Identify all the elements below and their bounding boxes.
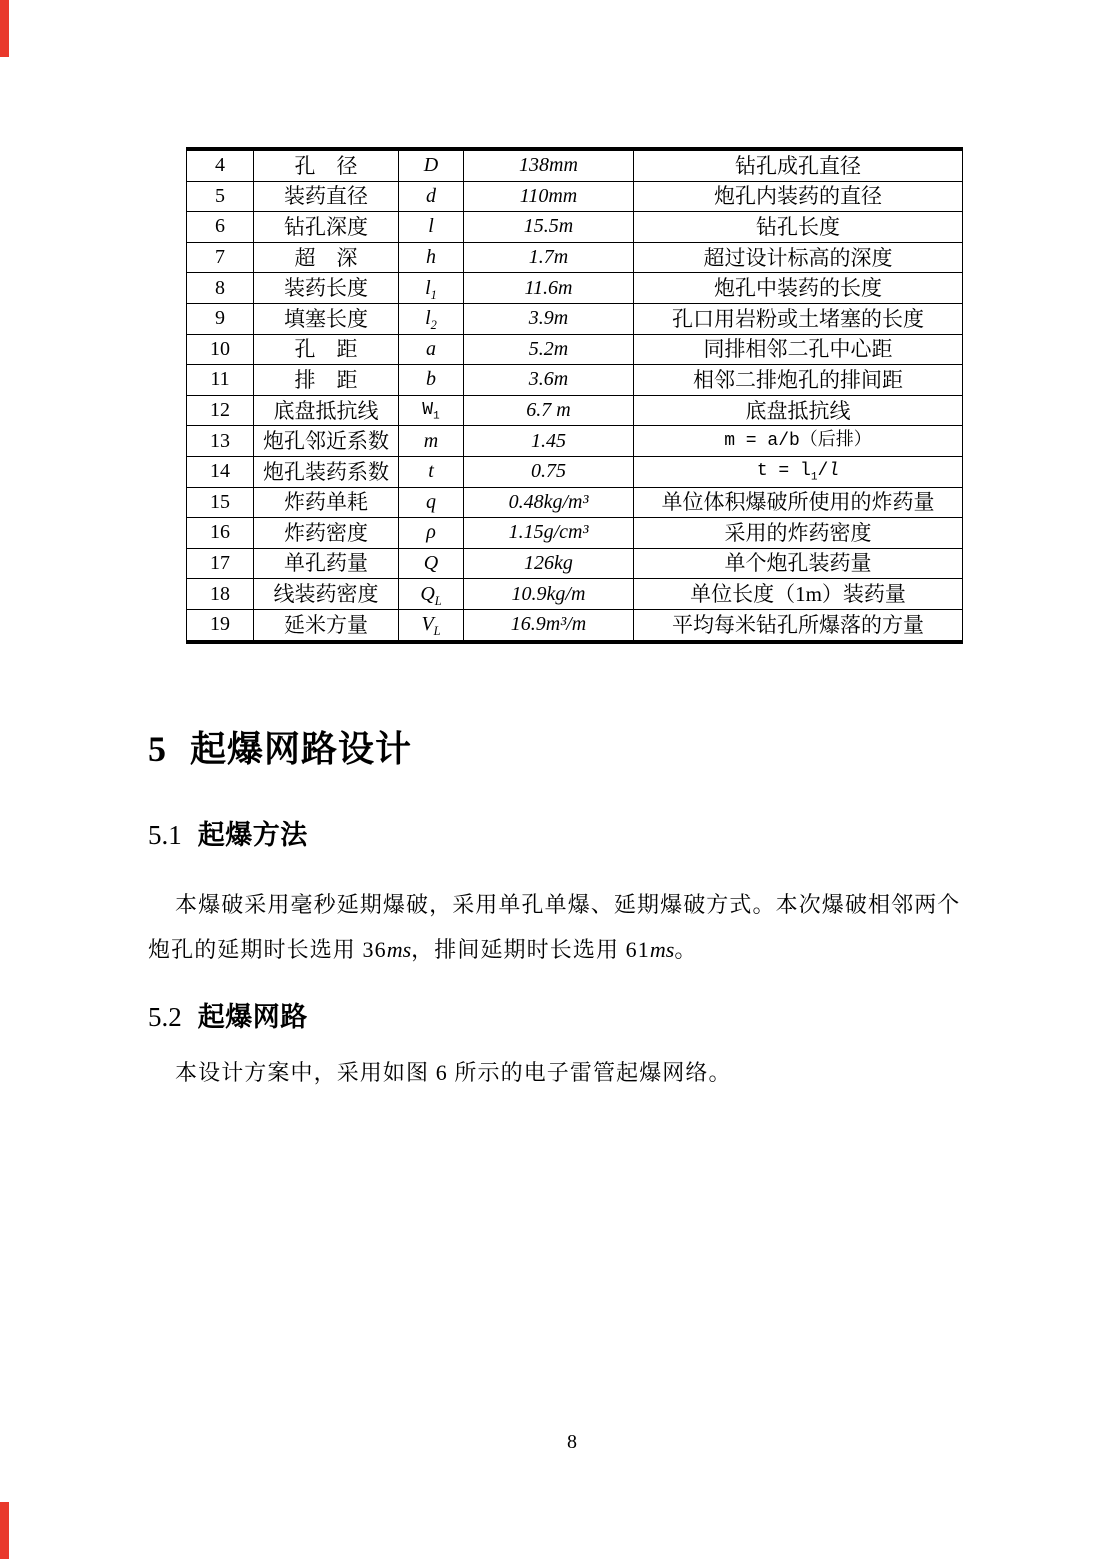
cell-param-name: 炮孔装药系数 (254, 456, 399, 487)
cell-param-description: m = a/b（后排） (634, 426, 963, 457)
cell-row-number: 19 (187, 609, 254, 641)
cell-param-description: 单位体积爆破所使用的炸药量 (634, 487, 963, 518)
cell-param-name: 线装药密度 (254, 579, 399, 610)
cell-param-symbol: $l_2$ (399, 303, 464, 334)
cell-param-description: 超过设计标高的深度 (634, 242, 963, 273)
cell-param-description: 炮孔内装药的直径 (634, 181, 963, 212)
subsection-5-1-number: 5.1 (148, 820, 182, 850)
cell-param-name: 炸药单耗 (254, 487, 399, 518)
cell-param-value: 0.48kg/m³ (464, 487, 634, 518)
cell-param-symbol: $l_1$ (399, 273, 464, 304)
cell-param-description: 炮孔中装药的长度 (634, 273, 963, 304)
cell-param-symbol: $V_L$ (399, 609, 464, 641)
cell-row-number: 9 (187, 303, 254, 334)
cell-param-name: 超 深 (254, 242, 399, 273)
cell-param-symbol: D (399, 149, 464, 181)
cell-param-value: 138mm (464, 149, 634, 181)
cell-param-symbol: l (399, 212, 464, 243)
cell-param-symbol: $W_1$ (399, 395, 464, 426)
cell-param-description: 单个炮孔装药量 (634, 548, 963, 579)
table-row (187, 395, 963, 426)
table-row (187, 609, 963, 641)
cell-param-value: 1.45 (464, 426, 634, 457)
cell-row-number: 7 (187, 242, 254, 273)
cell-row-number: 14 (187, 456, 254, 487)
table-row (187, 212, 963, 243)
cell-param-description: 单位长度（1m）装药量 (634, 579, 963, 610)
cell-row-number: 8 (187, 273, 254, 304)
table-row (187, 548, 963, 579)
cell-param-symbol: q (399, 487, 464, 518)
cell-param-value: 16.9m³/m (464, 609, 634, 641)
table-row (187, 365, 963, 396)
table-row (187, 426, 963, 457)
subsection-5-2-number: 5.2 (148, 1002, 182, 1032)
cell-param-value: 1.15g/cm³ (464, 518, 634, 549)
table-row (187, 181, 963, 212)
cell-row-number: 16 (187, 518, 254, 549)
cell-param-value: 15.5m (464, 212, 634, 243)
cell-param-value: 11.6m (464, 273, 634, 304)
cell-param-description: 底盘抵抗线 (634, 395, 963, 426)
cell-param-name: 排 距 (254, 365, 399, 396)
cell-row-number: 18 (187, 579, 254, 610)
blast-parameters-table-body (187, 149, 963, 642)
cell-row-number: 10 (187, 334, 254, 365)
table-row (187, 334, 963, 365)
cell-param-symbol: $Q_L$ (399, 579, 464, 610)
cell-param-symbol: d (399, 181, 464, 212)
cell-param-symbol: t (399, 456, 464, 487)
cell-param-name: 装药直径 (254, 181, 399, 212)
table-row (187, 456, 963, 487)
table-row (187, 579, 963, 610)
cell-param-name: 炸药密度 (254, 518, 399, 549)
cell-param-description: 相邻二排炮孔的排间距 (634, 365, 963, 396)
page-edge-marker-bottom (0, 1502, 9, 1559)
cell-param-name: 钻孔深度 (254, 212, 399, 243)
subsection-heading-5-2 (148, 1001, 308, 1033)
cell-param-name: 装药长度 (254, 273, 399, 304)
cell-param-name: 孔 径 (254, 149, 399, 181)
cell-param-symbol: ρ (399, 518, 464, 549)
section-heading-5 (148, 727, 412, 771)
cell-param-description: 平均每米钻孔所爆落的方量 (634, 609, 963, 641)
cell-row-number: 17 (187, 548, 254, 579)
page-edge-marker-top (0, 0, 9, 57)
table-row (187, 149, 963, 181)
paragraph-detonation-network: 本设计方案中，采用如图 6 所示的电子雷管起爆网络。 (175, 1060, 732, 1085)
table-row (187, 242, 963, 273)
cell-param-name: 填塞长度 (254, 303, 399, 334)
cell-row-number: 11 (187, 365, 254, 396)
cell-param-name: 炮孔邻近系数 (254, 426, 399, 457)
cell-param-value: 1.7m (464, 242, 634, 273)
cell-param-description: 钻孔成孔直径 (634, 149, 963, 181)
cell-row-number: 15 (187, 487, 254, 518)
paragraph-detonation-method: 本爆破采用毫秒延期爆破，采用单孔单爆、延期爆破方式。本次爆破相邻两个 炮孔的延期时长选用 36ms，排间延期时长选用 61ms。 (148, 892, 961, 962)
cell-row-number: 6 (187, 212, 254, 243)
cell-param-name: 底盘抵抗线 (254, 395, 399, 426)
cell-param-value: 3.9m (464, 303, 634, 334)
cell-param-name: 单孔药量 (254, 548, 399, 579)
table-row (187, 273, 963, 304)
blast-parameters-table (186, 147, 963, 644)
cell-row-number: 12 (187, 395, 254, 426)
cell-param-description: 采用的炸药密度 (634, 518, 963, 549)
cell-param-description: 钻孔长度 (634, 212, 963, 243)
cell-param-value: 0.75 (464, 456, 634, 487)
subsection-heading-5-1 (148, 819, 308, 851)
cell-param-value: 6.7 m (464, 395, 634, 426)
cell-param-symbol: h (399, 242, 464, 273)
section-heading-title: 起爆网路设计 (190, 728, 413, 769)
cell-param-symbol: a (399, 334, 464, 365)
table-row (187, 303, 963, 334)
cell-param-symbol: m (399, 426, 464, 457)
cell-param-description: 同排相邻二孔中心距 (634, 334, 963, 365)
table-row (187, 487, 963, 518)
cell-param-value: 5.2m (464, 334, 634, 365)
cell-param-value: 110mm (464, 181, 634, 212)
subsection-5-1-title: 起爆方法 (197, 820, 308, 850)
cell-param-name: 孔 距 (254, 334, 399, 365)
cell-param-symbol: Q (399, 548, 464, 579)
cell-row-number: 4 (187, 149, 254, 181)
page-number: 8 (567, 1431, 577, 1453)
section-heading-number: 5 (148, 729, 166, 769)
cell-param-description: $t = l_1/l$ (634, 456, 963, 487)
cell-param-value: 3.6m (464, 365, 634, 396)
subsection-5-2-title: 起爆网路 (197, 1002, 308, 1032)
cell-param-name: 延米方量 (254, 609, 399, 641)
cell-row-number: 13 (187, 426, 254, 457)
cell-param-value: 10.9kg/m (464, 579, 634, 610)
cell-param-value: 126kg (464, 548, 634, 579)
cell-row-number: 5 (187, 181, 254, 212)
cell-param-symbol: b (399, 365, 464, 396)
table-row (187, 518, 963, 549)
cell-param-description: 孔口用岩粉或土堵塞的长度 (634, 303, 963, 334)
